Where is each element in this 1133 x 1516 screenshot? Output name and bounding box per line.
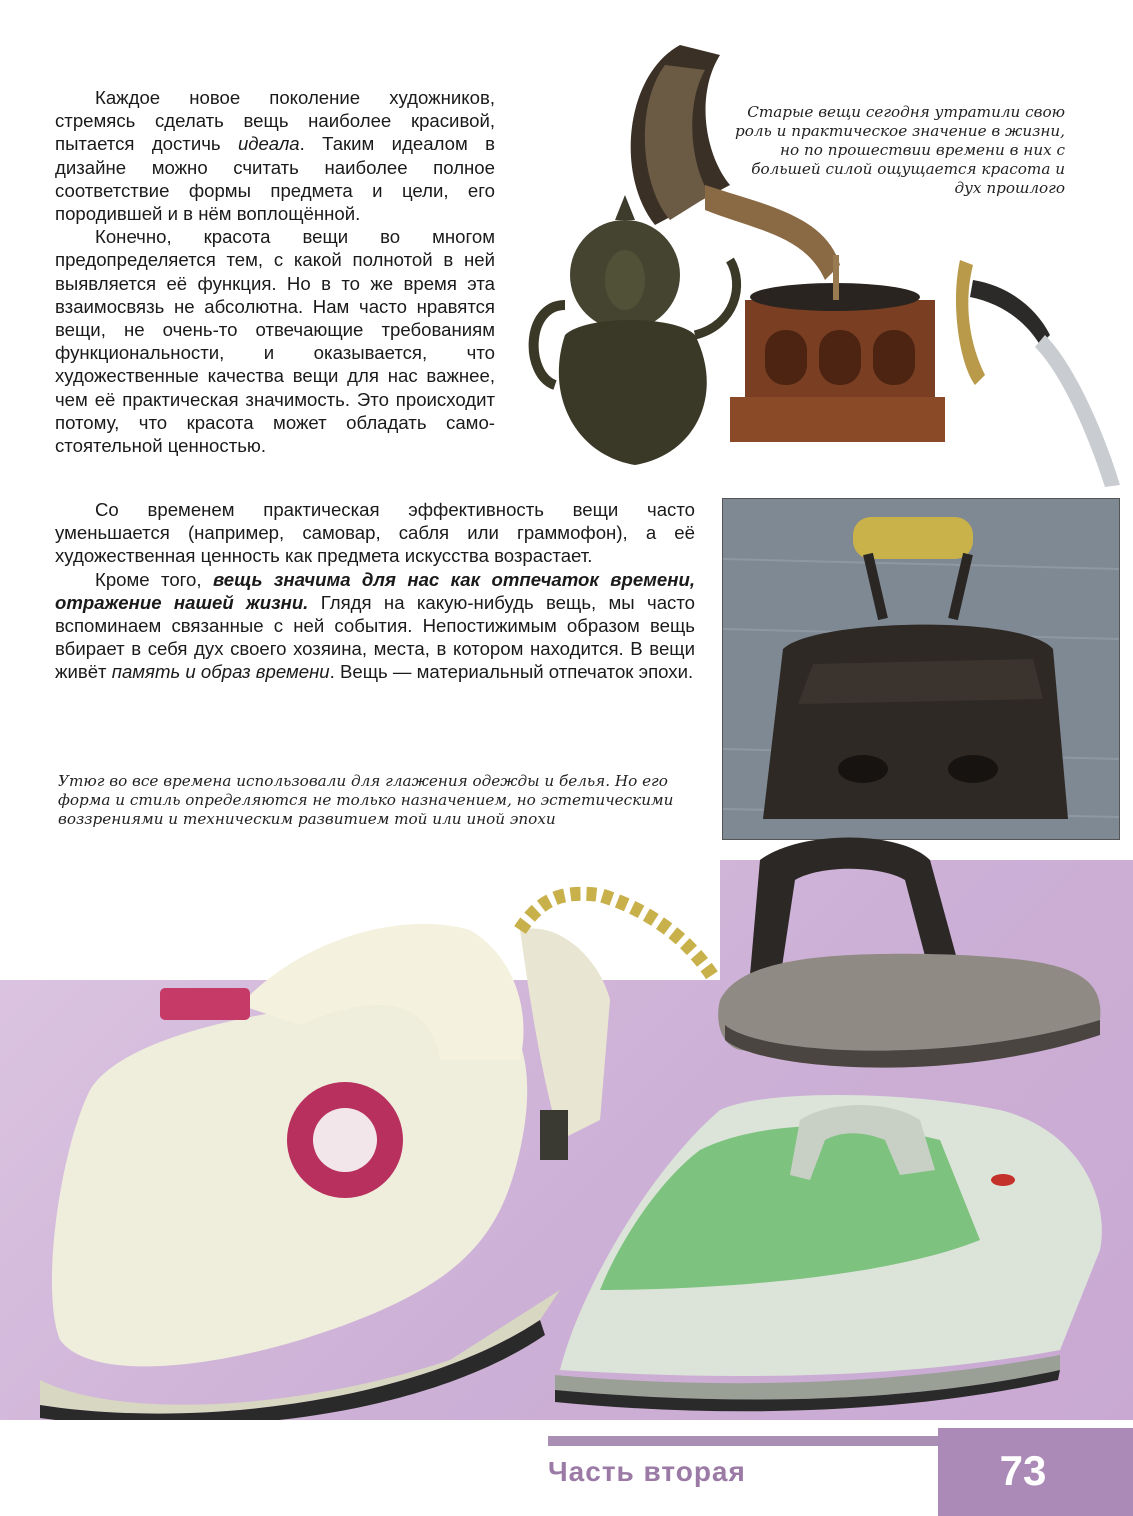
caption-antiques: Старые вещи сегодня утратили свою роль и практическое значение в жизни, но по прошествии времени в них с большей силой ощущается красота и дух прошлого	[734, 103, 1065, 197]
caption-irons: Утюг во все времена использовали для глажения одежды и белья. Но его форма и стиль определяются не только назначением, но эстетическими воззрениями и техническим развитием той или иной эпохи	[58, 772, 674, 828]
paragraph-practical-value: Со временем практическая эффективность вещи часто уменьшается (например, самовар, сабля или граммофон), а её художественная ценность как предмета искусства возрастает.	[55, 499, 695, 567]
page-number: 73	[999, 1447, 1047, 1494]
bronze-teapot	[534, 195, 737, 465]
paragraph-time-imprint: Кроме того, вещь значима для нас как отпечаток времени, отражение нашей жизни. Глядя на какую-нибудь вещь, мы часто вспоминаем связанные с ней события. Непостижимым образом вещь вбирает в себя дух своего хозяина, места, в котором находится. В вещи живёт память и образ времени. Вещь — материальный отпечаток эпохи.	[55, 568, 696, 683]
footer-bar	[548, 1436, 938, 1446]
saber	[956, 260, 1120, 487]
column-text	[55, 86, 495, 457]
wide-text	[55, 498, 695, 684]
paragraph-beauty-function: Конечно, красота вещи во многом предопределяется тем, с какой полнотой в ней выявляется её функция. Но в то же время эта взаимосвязь не абсолютна. Нам часто нравятся вещи, не очень-то отвечающие требованиям функциональности, и оказывается, что художественные качества вещи для нас важнее, чем её практическая значимость. Это происходит потому, что красота может обладать самостоятельной ценностью.	[55, 226, 495, 457]
paragraph-ideal: Каждое новое поколение художников, стремясь сделать вещь наиболее красивой, пытается достичь идеала. Таким идеалом в дизайне можно считать наиболее полное соответствие формы предмета и цели, его породившей и в нём воплощённой.	[55, 87, 495, 225]
gramophone-box	[730, 255, 945, 442]
section-label: Часть вторая	[548, 1456, 746, 1487]
antique-sad-iron	[718, 838, 1100, 1068]
photo-charcoal-iron	[722, 498, 1120, 840]
green-steam-iron	[555, 1095, 1102, 1411]
irons-illustration	[0, 820, 1133, 1420]
